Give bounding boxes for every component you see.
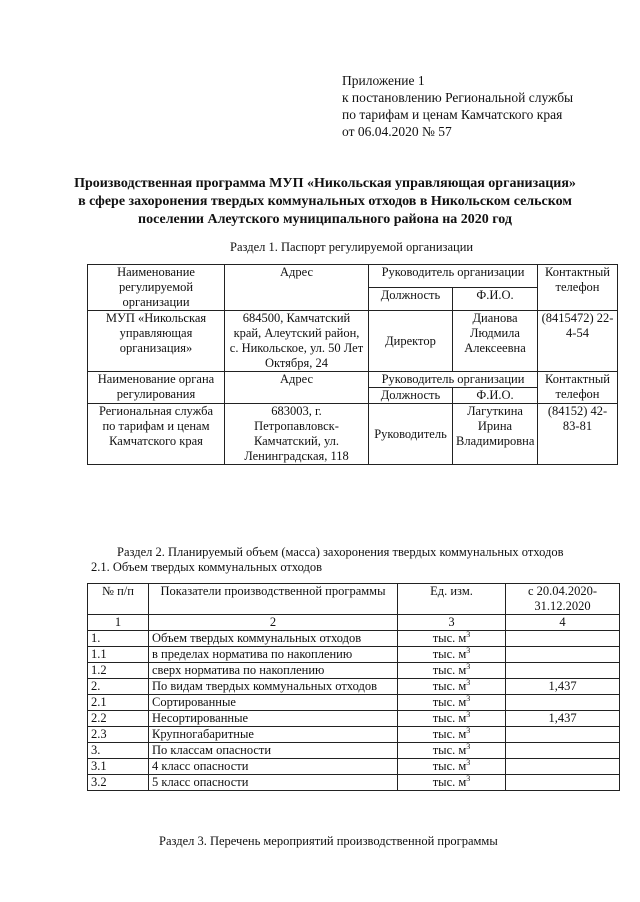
section2-subheading: 2.1. Объем твердых коммунальных отходов bbox=[91, 560, 323, 574]
table-row bbox=[88, 663, 620, 679]
reg-phone: (84152) 42-83-81 bbox=[538, 404, 618, 465]
volume-rows bbox=[88, 631, 620, 791]
header-reg-head: Руководитель организации bbox=[369, 372, 538, 388]
header-head: Руководитель организации bbox=[369, 265, 538, 288]
row-num: 3.1 bbox=[88, 759, 149, 775]
row-value bbox=[506, 695, 620, 711]
row-unit: тыс. $м^3$ bbox=[398, 759, 506, 775]
header-reg-name: Наименование органа регулирования bbox=[88, 372, 225, 404]
reg-fio: Лагуткина Ирина Владимировна bbox=[453, 404, 538, 465]
table-row bbox=[88, 775, 620, 791]
table-row bbox=[88, 695, 620, 711]
reg-position: Руководитель bbox=[369, 404, 453, 465]
row-name: 4 класс опасности bbox=[149, 759, 398, 775]
row-unit: тыс. $м^3$ bbox=[398, 711, 506, 727]
table-row bbox=[88, 711, 620, 727]
row-name: По видам твердых коммунальных отходов bbox=[149, 679, 398, 695]
row-num: 1.2 bbox=[88, 663, 149, 679]
table-row bbox=[88, 759, 620, 775]
row-num: 3. bbox=[88, 743, 149, 759]
col-number: 2 bbox=[149, 615, 398, 631]
header-period: с 20.04.2020-31.12.2020 bbox=[506, 584, 620, 615]
header-indicator: Показатели производственной программы bbox=[149, 584, 398, 615]
org-phone: (8415472) 22-4-54 bbox=[538, 311, 618, 372]
header-phone: Контактный телефон bbox=[538, 265, 618, 311]
row-num: 1. bbox=[88, 631, 149, 647]
row-num: 1.1 bbox=[88, 647, 149, 663]
header-num: № п/п bbox=[88, 584, 149, 615]
section1-heading: Раздел 1. Паспорт регулируемой организации bbox=[230, 240, 474, 254]
header-reg-fio: Ф.И.О. bbox=[453, 388, 538, 404]
col-number: 3 bbox=[398, 615, 506, 631]
col-number: 1 bbox=[88, 615, 149, 631]
header-reg-phone: Контактный телефон bbox=[538, 372, 618, 404]
row-name: 5 класс опасности bbox=[149, 775, 398, 791]
table-row bbox=[88, 727, 620, 743]
document-title bbox=[50, 175, 600, 229]
col-number: 4 bbox=[506, 615, 620, 631]
row-value bbox=[506, 775, 620, 791]
row-value bbox=[506, 647, 620, 663]
row-num: 3.2 bbox=[88, 775, 149, 791]
appendix-note bbox=[342, 72, 573, 140]
header-unit: Ед. изм. bbox=[398, 584, 506, 615]
volume-table bbox=[87, 583, 620, 791]
row-name: Объем твердых коммунальных отходов bbox=[149, 631, 398, 647]
header-fio: Ф.И.О. bbox=[453, 288, 538, 311]
row-unit: тыс. $м^3$ bbox=[398, 679, 506, 695]
row-num: 2.2 bbox=[88, 711, 149, 727]
org-address: 684500, Камчатский край, Алеутский район, с. Никольское, ул. 50 Лет Октября, 24 bbox=[225, 311, 369, 372]
table-row bbox=[88, 647, 620, 663]
header-position: Должность bbox=[369, 288, 453, 311]
org-position: Директор bbox=[369, 311, 453, 372]
row-unit: тыс. $м^3$ bbox=[398, 695, 506, 711]
section2-heading: Раздел 2. Планируемый объем (масса) захоронения твердых коммунальных отходов bbox=[117, 545, 564, 559]
row-value bbox=[506, 759, 620, 775]
row-unit: тыс. $м^3$ bbox=[398, 647, 506, 663]
row-value bbox=[506, 743, 620, 759]
row-unit: тыс. $м^3$ bbox=[398, 743, 506, 759]
row-name: Сортированные bbox=[149, 695, 398, 711]
row-unit: тыс. $м^3$ bbox=[398, 727, 506, 743]
row-value bbox=[506, 631, 620, 647]
section3-heading: Раздел 3. Перечень мероприятий производственной программы bbox=[159, 834, 498, 848]
title-line: поселении Алеутского муниципального района на 2020 год bbox=[138, 212, 512, 227]
header-address: Адрес bbox=[225, 265, 369, 311]
row-value: 1,437 bbox=[506, 711, 620, 727]
appendix-line: от 06.04.2020 № 57 bbox=[342, 124, 452, 139]
passport-table bbox=[87, 264, 618, 465]
row-unit: тыс. $м^3$ bbox=[398, 775, 506, 791]
row-num: 2. bbox=[88, 679, 149, 695]
table-row bbox=[88, 743, 620, 759]
appendix-line: Приложение 1 bbox=[342, 73, 425, 88]
header-reg-address: Адрес bbox=[225, 372, 369, 404]
header-org-name: Наименование регулируемой организации bbox=[88, 265, 225, 311]
row-unit: тыс. $м^3$ bbox=[398, 631, 506, 647]
row-name: Крупногабаритные bbox=[149, 727, 398, 743]
appendix-line: к постановлению Региональной службы bbox=[342, 90, 574, 105]
org-name: МУП «Никольская управляющая организация» bbox=[88, 311, 225, 372]
org-fio: Дианова Людмила Алексеевна bbox=[453, 311, 538, 372]
row-name: сверх норматива по накоплению bbox=[149, 663, 398, 679]
row-unit: тыс. $м^3$ bbox=[398, 663, 506, 679]
row-value: 1,437 bbox=[506, 679, 620, 695]
row-value bbox=[506, 663, 620, 679]
appendix-line: по тарифам и ценам Камчатского края bbox=[342, 107, 563, 122]
row-name: По классам опасности bbox=[149, 743, 398, 759]
reg-address: 683003, г. Петропавловск-Камчатский, ул. Ленинградская, 118 bbox=[225, 404, 369, 465]
table-row bbox=[88, 679, 620, 695]
title-line: в сфере захоронения твердых коммунальных отходов в Никольском сельском bbox=[78, 194, 572, 209]
header-reg-position: Должность bbox=[369, 388, 453, 404]
title-line: Производственная программа МУП «Никольская управляющая организация» bbox=[74, 176, 576, 191]
row-value bbox=[506, 727, 620, 743]
row-num: 2.3 bbox=[88, 727, 149, 743]
row-name: Несортированные bbox=[149, 711, 398, 727]
row-name: в пределах норматива по накоплению bbox=[149, 647, 398, 663]
table-row bbox=[88, 631, 620, 647]
reg-name: Региональная служба по тарифам и ценам Камчатского края bbox=[88, 404, 225, 465]
row-num: 2.1 bbox=[88, 695, 149, 711]
